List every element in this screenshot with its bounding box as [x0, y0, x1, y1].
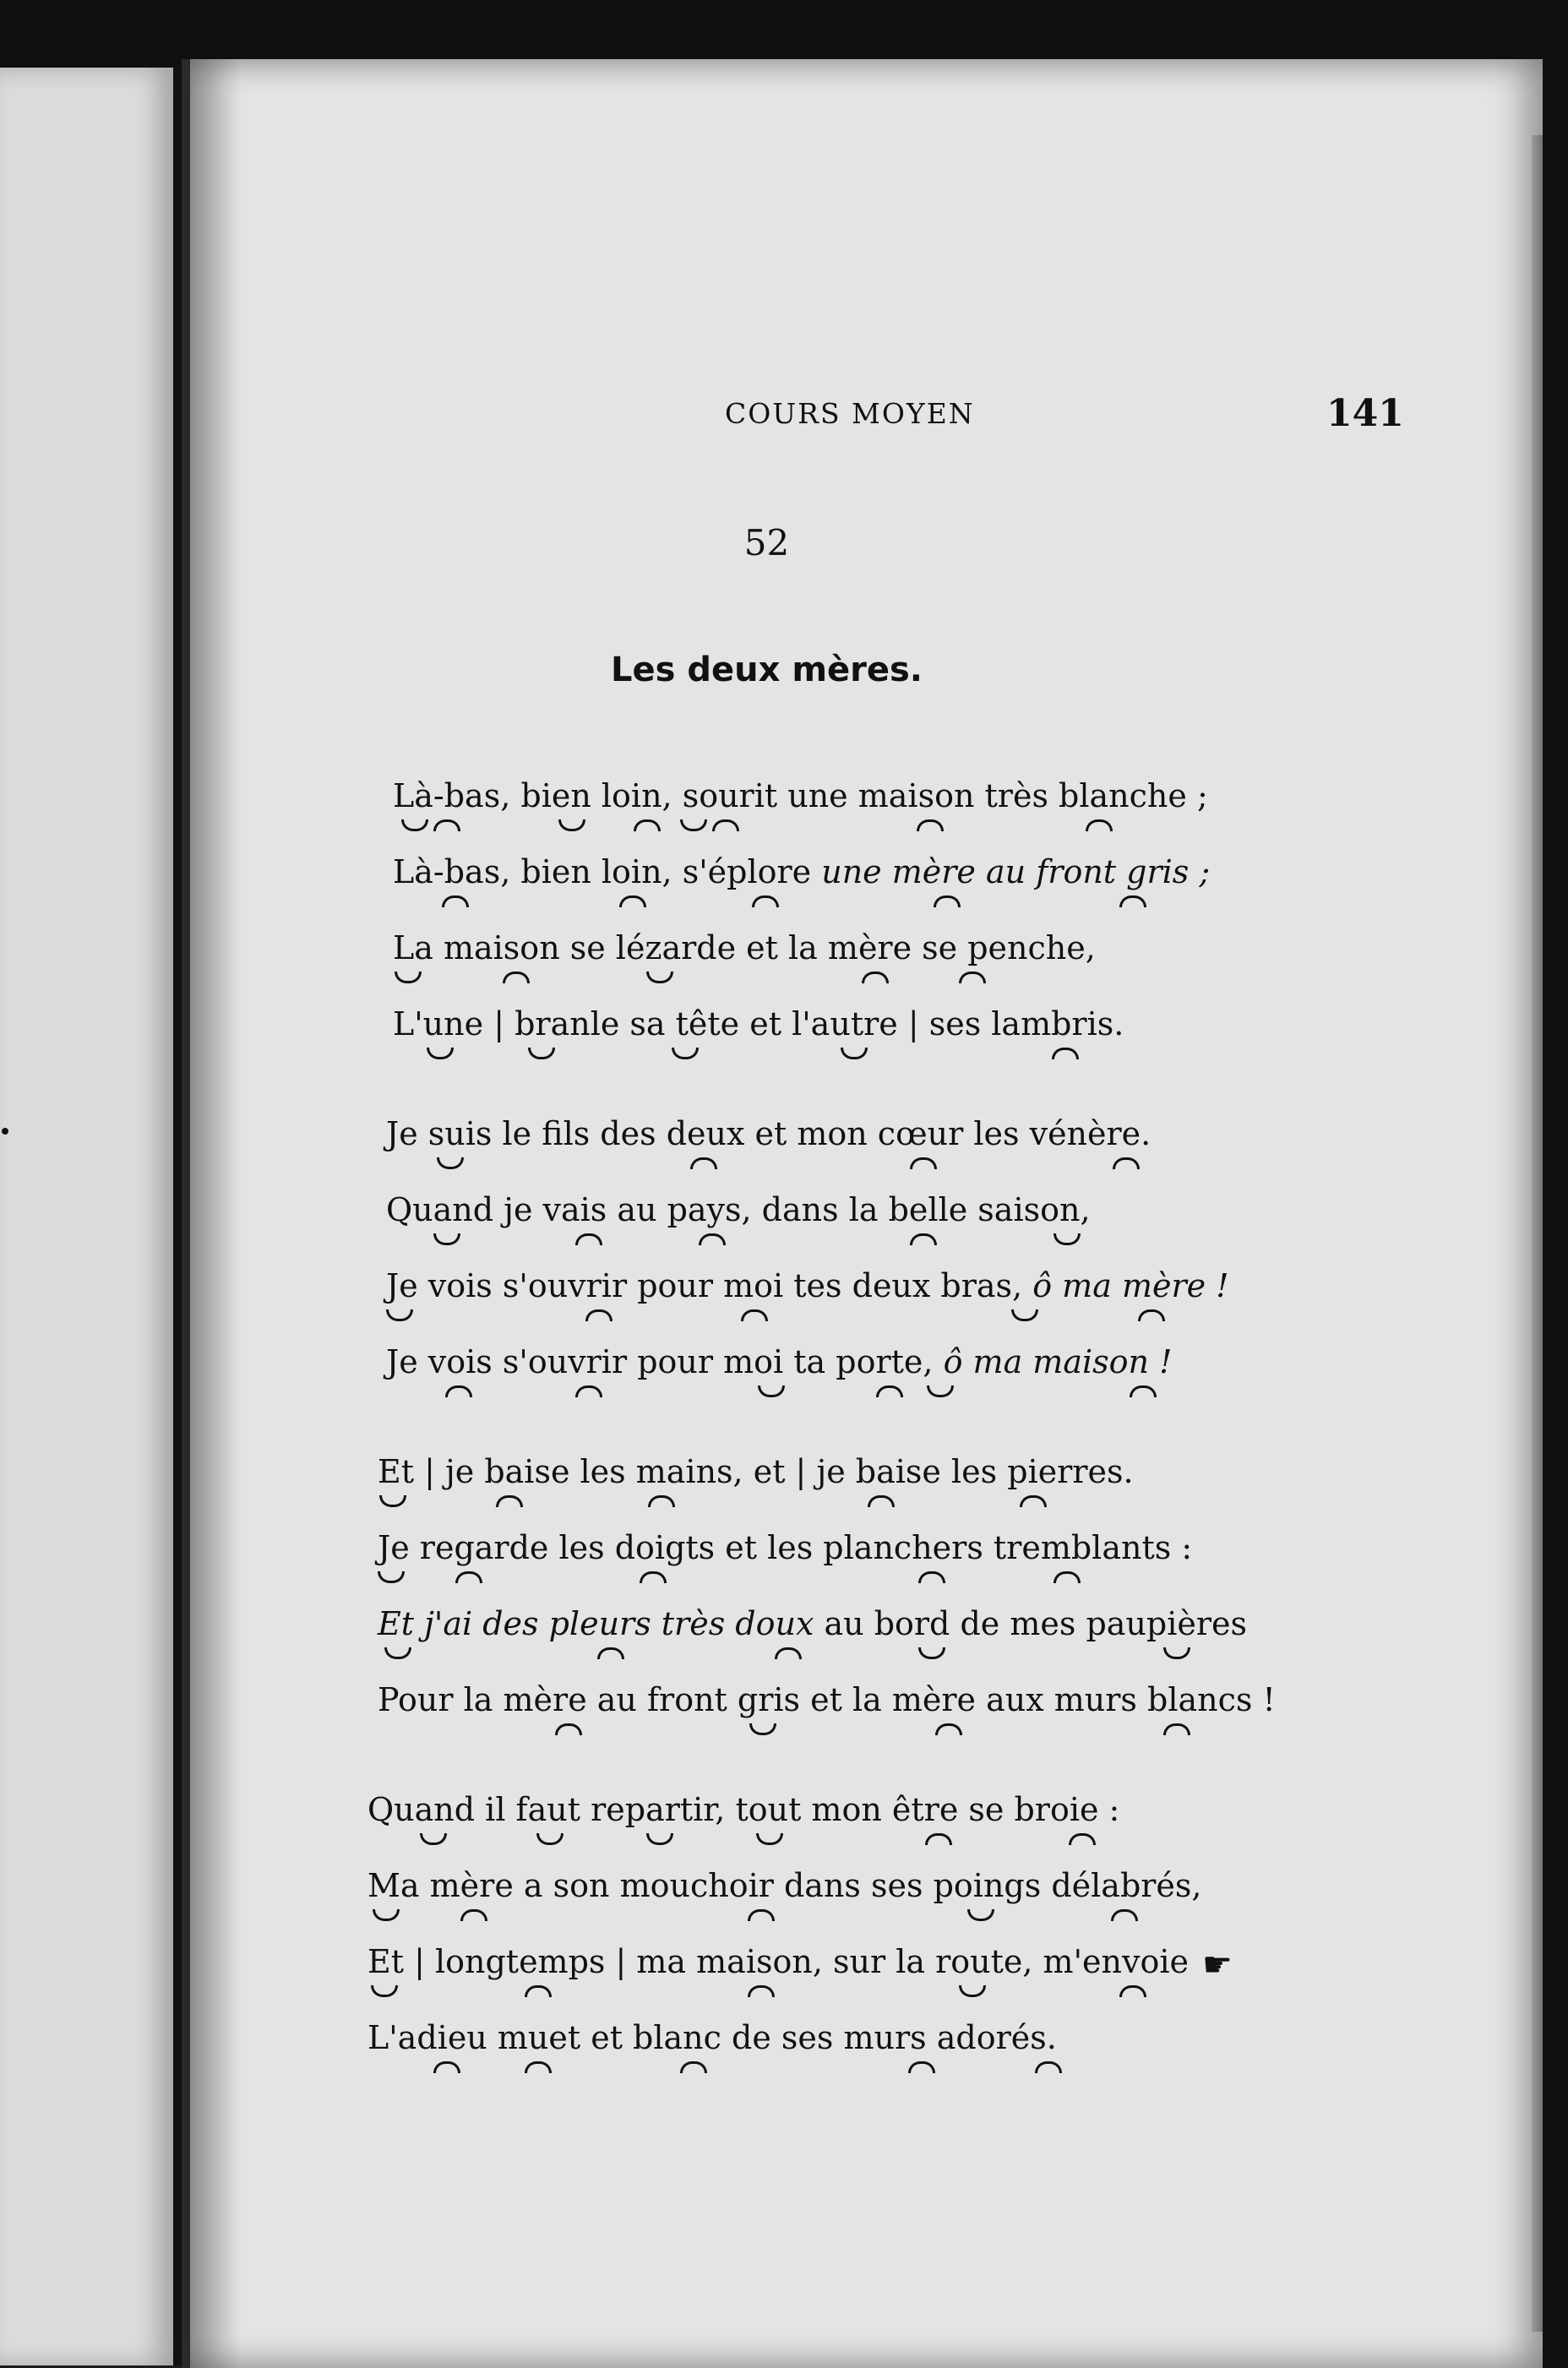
prosody-marks	[386, 1309, 1568, 1326]
verse-text-italic: ô ma mère !	[1032, 1267, 1229, 1304]
prosody-marks	[386, 1385, 1568, 1402]
liaison-mark	[420, 1833, 447, 1845]
verse-text: La maison se lézarde et la mère se penche,	[393, 929, 1096, 966]
liaison-mark	[646, 1833, 673, 1845]
verse-text	[386, 1267, 1228, 1304]
verse-text: Et | je baise les mains, et | je baise les pierres.	[378, 1453, 1134, 1490]
prosody-marks	[386, 1157, 1568, 1174]
verse-text: Quand je vais au pays, dans la belle saison,	[386, 1191, 1091, 1228]
liaison-mark	[386, 1309, 413, 1321]
liaison-mark	[395, 972, 422, 983]
verse-line	[393, 921, 1568, 997]
verse-text: Là-bas, bien loin, sourit une maison très blanche ;	[393, 777, 1208, 814]
enchainement-mark	[1054, 1571, 1081, 1583]
liaison-mark	[536, 1833, 564, 1845]
enchainement-mark	[741, 1309, 768, 1321]
enchainement-mark	[460, 1909, 487, 1921]
liaison-mark	[959, 1985, 986, 1997]
enchainement-mark	[775, 1647, 802, 1659]
verse-text-italic: Et j'ai des pleurs très doux	[378, 1605, 814, 1642]
prosody-marks	[393, 895, 1568, 912]
enchainement-mark	[1086, 819, 1113, 831]
verse-line	[368, 1783, 1568, 1859]
enchainement-mark	[496, 1495, 523, 1507]
enchainement-mark	[752, 895, 779, 907]
liaison-mark	[1054, 1233, 1081, 1245]
enchainement-mark	[925, 1833, 952, 1845]
verse-text-roman: Je vois s'ouvrir pour moi tes deux bras,	[386, 1267, 1033, 1304]
enchainement-mark	[619, 895, 646, 907]
liaison-mark	[528, 1048, 555, 1059]
verse-text-italic: une mère au front gris ;	[821, 853, 1211, 890]
liaison-mark	[401, 819, 428, 831]
enchainement-mark	[699, 1233, 726, 1245]
ink-dot	[2, 1128, 8, 1135]
enchainement-mark	[1069, 1833, 1096, 1845]
prosody-marks	[368, 1833, 1550, 1850]
enchainement-mark	[575, 1233, 602, 1245]
enchainement-mark	[525, 1985, 552, 1997]
enchainement-mark	[1111, 1909, 1138, 1921]
verse-text	[386, 1343, 1172, 1380]
prosody-marks	[393, 972, 1568, 988]
verse-line	[378, 1445, 1568, 1521]
enchainement-mark	[1113, 1157, 1140, 1169]
enchainement-mark	[585, 1309, 612, 1321]
prosody-marks	[368, 2061, 1550, 2078]
page-header	[190, 392, 1550, 448]
poem-title: Les deux mères.	[611, 651, 923, 689]
enchainement-mark	[1138, 1309, 1165, 1321]
verse-line	[393, 845, 1568, 921]
enchainement-mark	[748, 1909, 775, 1921]
verse-text	[378, 1605, 1247, 1642]
verse-text: Je regarde les doigts et les planchers tremblants :	[378, 1529, 1193, 1566]
prosody-marks	[393, 819, 1568, 836]
enchainement-mark	[876, 1385, 903, 1397]
verse-line	[378, 1673, 1568, 1749]
enchainement-mark	[1119, 895, 1146, 907]
enchainement-mark	[555, 1723, 582, 1735]
verse-text: Pour la mère au front gris et la mère aux murs blancs !	[378, 1681, 1276, 1718]
verse-text-roman: Et | longtemps | ma maison, sur la route, m'envoie	[368, 1943, 1189, 1980]
liaison-mark	[1163, 1647, 1190, 1659]
liaison-mark	[427, 1048, 454, 1059]
verse-text	[393, 853, 1210, 890]
verse-text: Ma mère a son mouchoir dans ses poings délabrés,	[368, 1867, 1202, 1904]
enchainement-mark	[934, 895, 961, 907]
stanza-1	[393, 769, 1568, 1073]
pointing-hand-icon: ☛	[1201, 1945, 1233, 1984]
enchainement-mark	[525, 2061, 552, 2073]
enchainement-mark	[910, 1157, 937, 1169]
prosody-marks	[378, 1495, 1560, 1512]
enchainement-mark	[1119, 1985, 1146, 1997]
enchainement-mark	[959, 972, 986, 983]
liaison-mark	[558, 819, 585, 831]
enchainement-mark	[634, 819, 661, 831]
enchainement-mark	[1052, 1048, 1079, 1059]
verse-line	[386, 1335, 1568, 1411]
verse-line	[378, 1521, 1568, 1597]
running-head: COURS MOYEN	[725, 397, 975, 430]
enchainement-mark	[918, 1571, 945, 1583]
verse-text-roman: au bord de mes paupières	[814, 1605, 1248, 1642]
liaison-mark	[749, 1723, 776, 1735]
enchainement-mark	[748, 1985, 775, 1997]
enchainement-mark	[597, 1647, 624, 1659]
verse-line	[378, 1597, 1568, 1673]
verse-text: L'adieu muet et blanc de ses murs adorés.	[368, 2019, 1057, 2056]
verse-line	[393, 997, 1568, 1073]
liaison-mark	[841, 1048, 868, 1059]
verse-line	[386, 1107, 1568, 1183]
enchainement-mark	[455, 1571, 482, 1583]
prosody-marks	[386, 1233, 1568, 1250]
liaison-mark	[646, 972, 673, 983]
stanza-2	[386, 1107, 1568, 1411]
book-page	[182, 59, 1550, 2368]
prosody-marks	[368, 1985, 1550, 2002]
enchainement-mark	[640, 1571, 667, 1583]
enchainement-mark	[862, 972, 889, 983]
enchainement-mark	[908, 2061, 935, 2073]
enchainement-mark	[648, 1495, 675, 1507]
scan-frame-right	[1543, 0, 1568, 2368]
stanza-4	[368, 1783, 1568, 2087]
enchainement-mark	[433, 819, 460, 831]
page-number: 141	[1326, 392, 1404, 435]
enchainement-mark	[1020, 1495, 1047, 1507]
verse-line	[368, 1935, 1568, 2011]
verse-text-roman: Je vois s'ouvrir pour moi ta porte,	[386, 1343, 944, 1380]
enchainement-mark	[712, 819, 739, 831]
liaison-mark	[378, 1571, 405, 1583]
liaison-mark	[433, 1233, 460, 1245]
enchainement-mark	[680, 2061, 707, 2073]
enchainement-mark	[910, 1233, 937, 1245]
enchainement-mark	[690, 1157, 717, 1169]
liaison-mark	[967, 1909, 994, 1921]
enchainement-mark	[1130, 1385, 1157, 1397]
verse-text-italic: ô ma maison !	[943, 1343, 1173, 1380]
liaison-mark	[918, 1647, 945, 1659]
prosody-marks	[368, 1909, 1550, 1926]
enchainement-mark	[575, 1385, 602, 1397]
liaison-mark	[672, 1048, 699, 1059]
liaison-mark	[371, 1985, 398, 1997]
liaison-mark	[384, 1647, 411, 1659]
previous-page-edge	[0, 68, 185, 2365]
liaison-mark	[756, 1833, 783, 1845]
verse-text	[368, 1943, 1233, 1984]
verse-line	[368, 2011, 1568, 2087]
enchainement-mark	[1035, 2061, 1062, 2073]
enchainement-mark	[868, 1495, 895, 1507]
enchainement-mark	[935, 1723, 962, 1735]
enchainement-mark	[445, 1385, 472, 1397]
liaison-mark	[680, 819, 707, 831]
liaison-mark	[927, 1385, 954, 1397]
poem-number: 52	[743, 522, 790, 563]
enchainement-mark	[1163, 1723, 1190, 1735]
verse-line	[386, 1259, 1568, 1335]
enchainement-mark	[442, 895, 469, 907]
verse-text: Je suis le fils des deux et mon cœur les vénère.	[386, 1115, 1152, 1152]
liaison-mark	[379, 1495, 406, 1507]
prosody-marks	[393, 1048, 1568, 1064]
verse-line	[368, 1859, 1568, 1935]
liaison-mark	[1011, 1309, 1038, 1321]
liaison-mark	[758, 1385, 785, 1397]
prosody-marks	[378, 1647, 1560, 1664]
enchainement-mark	[433, 2061, 460, 2073]
verse-text-roman: Là-bas, bien loin, s'éplore	[393, 853, 822, 890]
prosody-marks	[378, 1571, 1560, 1588]
verse-line	[386, 1183, 1568, 1259]
verse-text: L'une | branle sa tête et l'autre | ses lambris.	[393, 1005, 1124, 1042]
verse-text: Quand il faut repartir, tout mon être se broie :	[368, 1791, 1120, 1828]
enchainement-mark	[503, 972, 530, 983]
liaison-mark	[437, 1157, 464, 1169]
prosody-marks	[378, 1723, 1560, 1740]
verse-line	[393, 769, 1568, 845]
enchainement-mark	[917, 819, 944, 831]
liaison-mark	[373, 1909, 400, 1921]
stanza-3	[378, 1445, 1568, 1749]
